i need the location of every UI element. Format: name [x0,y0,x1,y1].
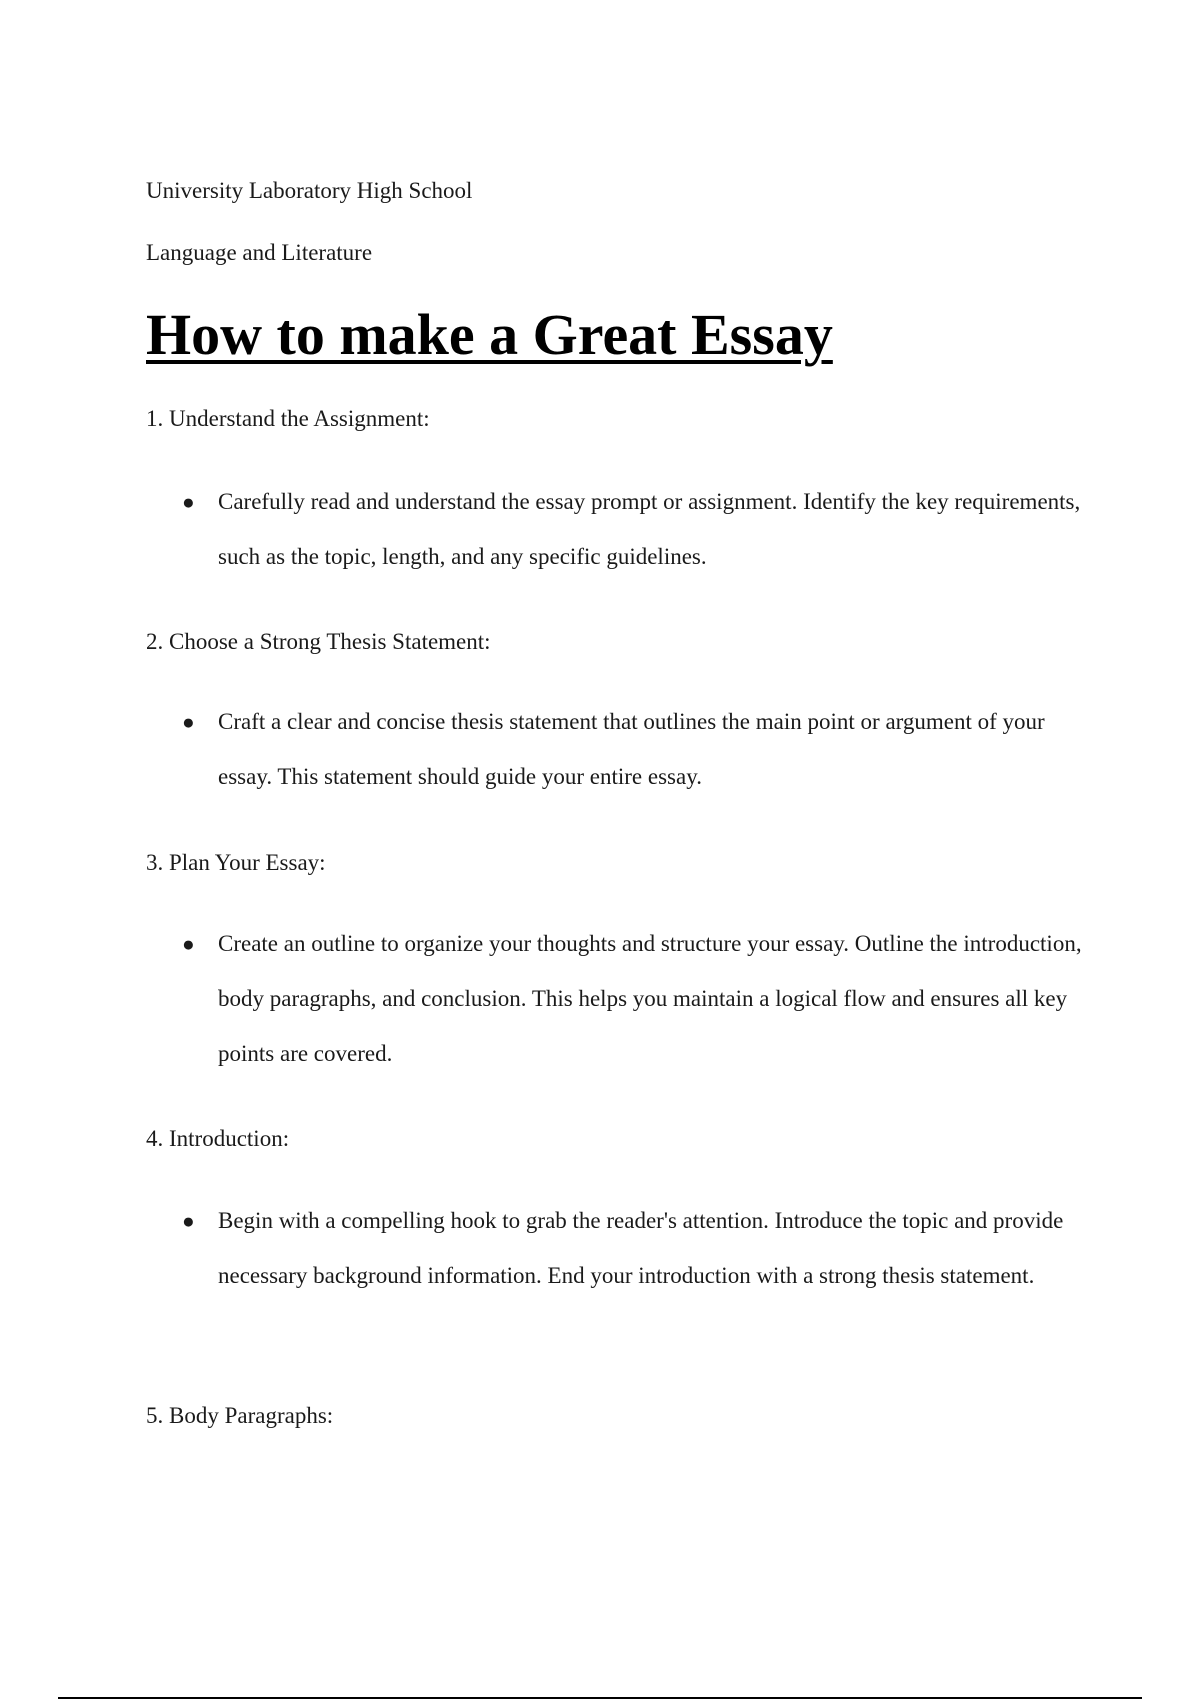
step-3-bullet-text: Create an outline to organize your thoughts and structure your essay. Outline the introduction, body paragraphs, and conclusion. This helps you maintain a logical flow and ensures all key points are covered. [218,931,1082,1066]
school-name: University Laboratory High School [146,178,473,203]
step-1-bullet-text: Carefully read and understand the essay prompt or assignment. Identify the key requirements, such as the topic, length, and any specific guidelines. [218,489,1081,569]
bullet-icon: ● [182,490,195,514]
bullet-icon: ● [182,710,195,734]
step-heading-2: 2. Choose a Strong Thesis Statement: [146,629,491,654]
page-title: How to make a Great Essay [146,302,833,367]
bullet-icon: ● [182,1209,195,1233]
course-name: Language and Literature [146,240,373,265]
step-heading-1: 1. Understand the Assignment: [146,406,430,431]
step-heading-3: 3. Plan Your Essay: [146,850,326,875]
step-heading-4: 4. Introduction: [146,1126,290,1151]
bullet-icon: ● [182,932,195,956]
page-bottom-divider [58,1697,1142,1699]
step-4-bullet-text: Begin with a compelling hook to grab the reader's attention. Introduce the topic and provide necessary background information. End your introduction with a strong thesis statement. [218,1208,1064,1288]
step-2-bullet-text: Craft a clear and concise thesis statement that outlines the main point or argument of your essay. This statement should guide your entire essay. [218,709,1045,789]
step-heading-5: 5. Body Paragraphs: [146,1403,334,1428]
